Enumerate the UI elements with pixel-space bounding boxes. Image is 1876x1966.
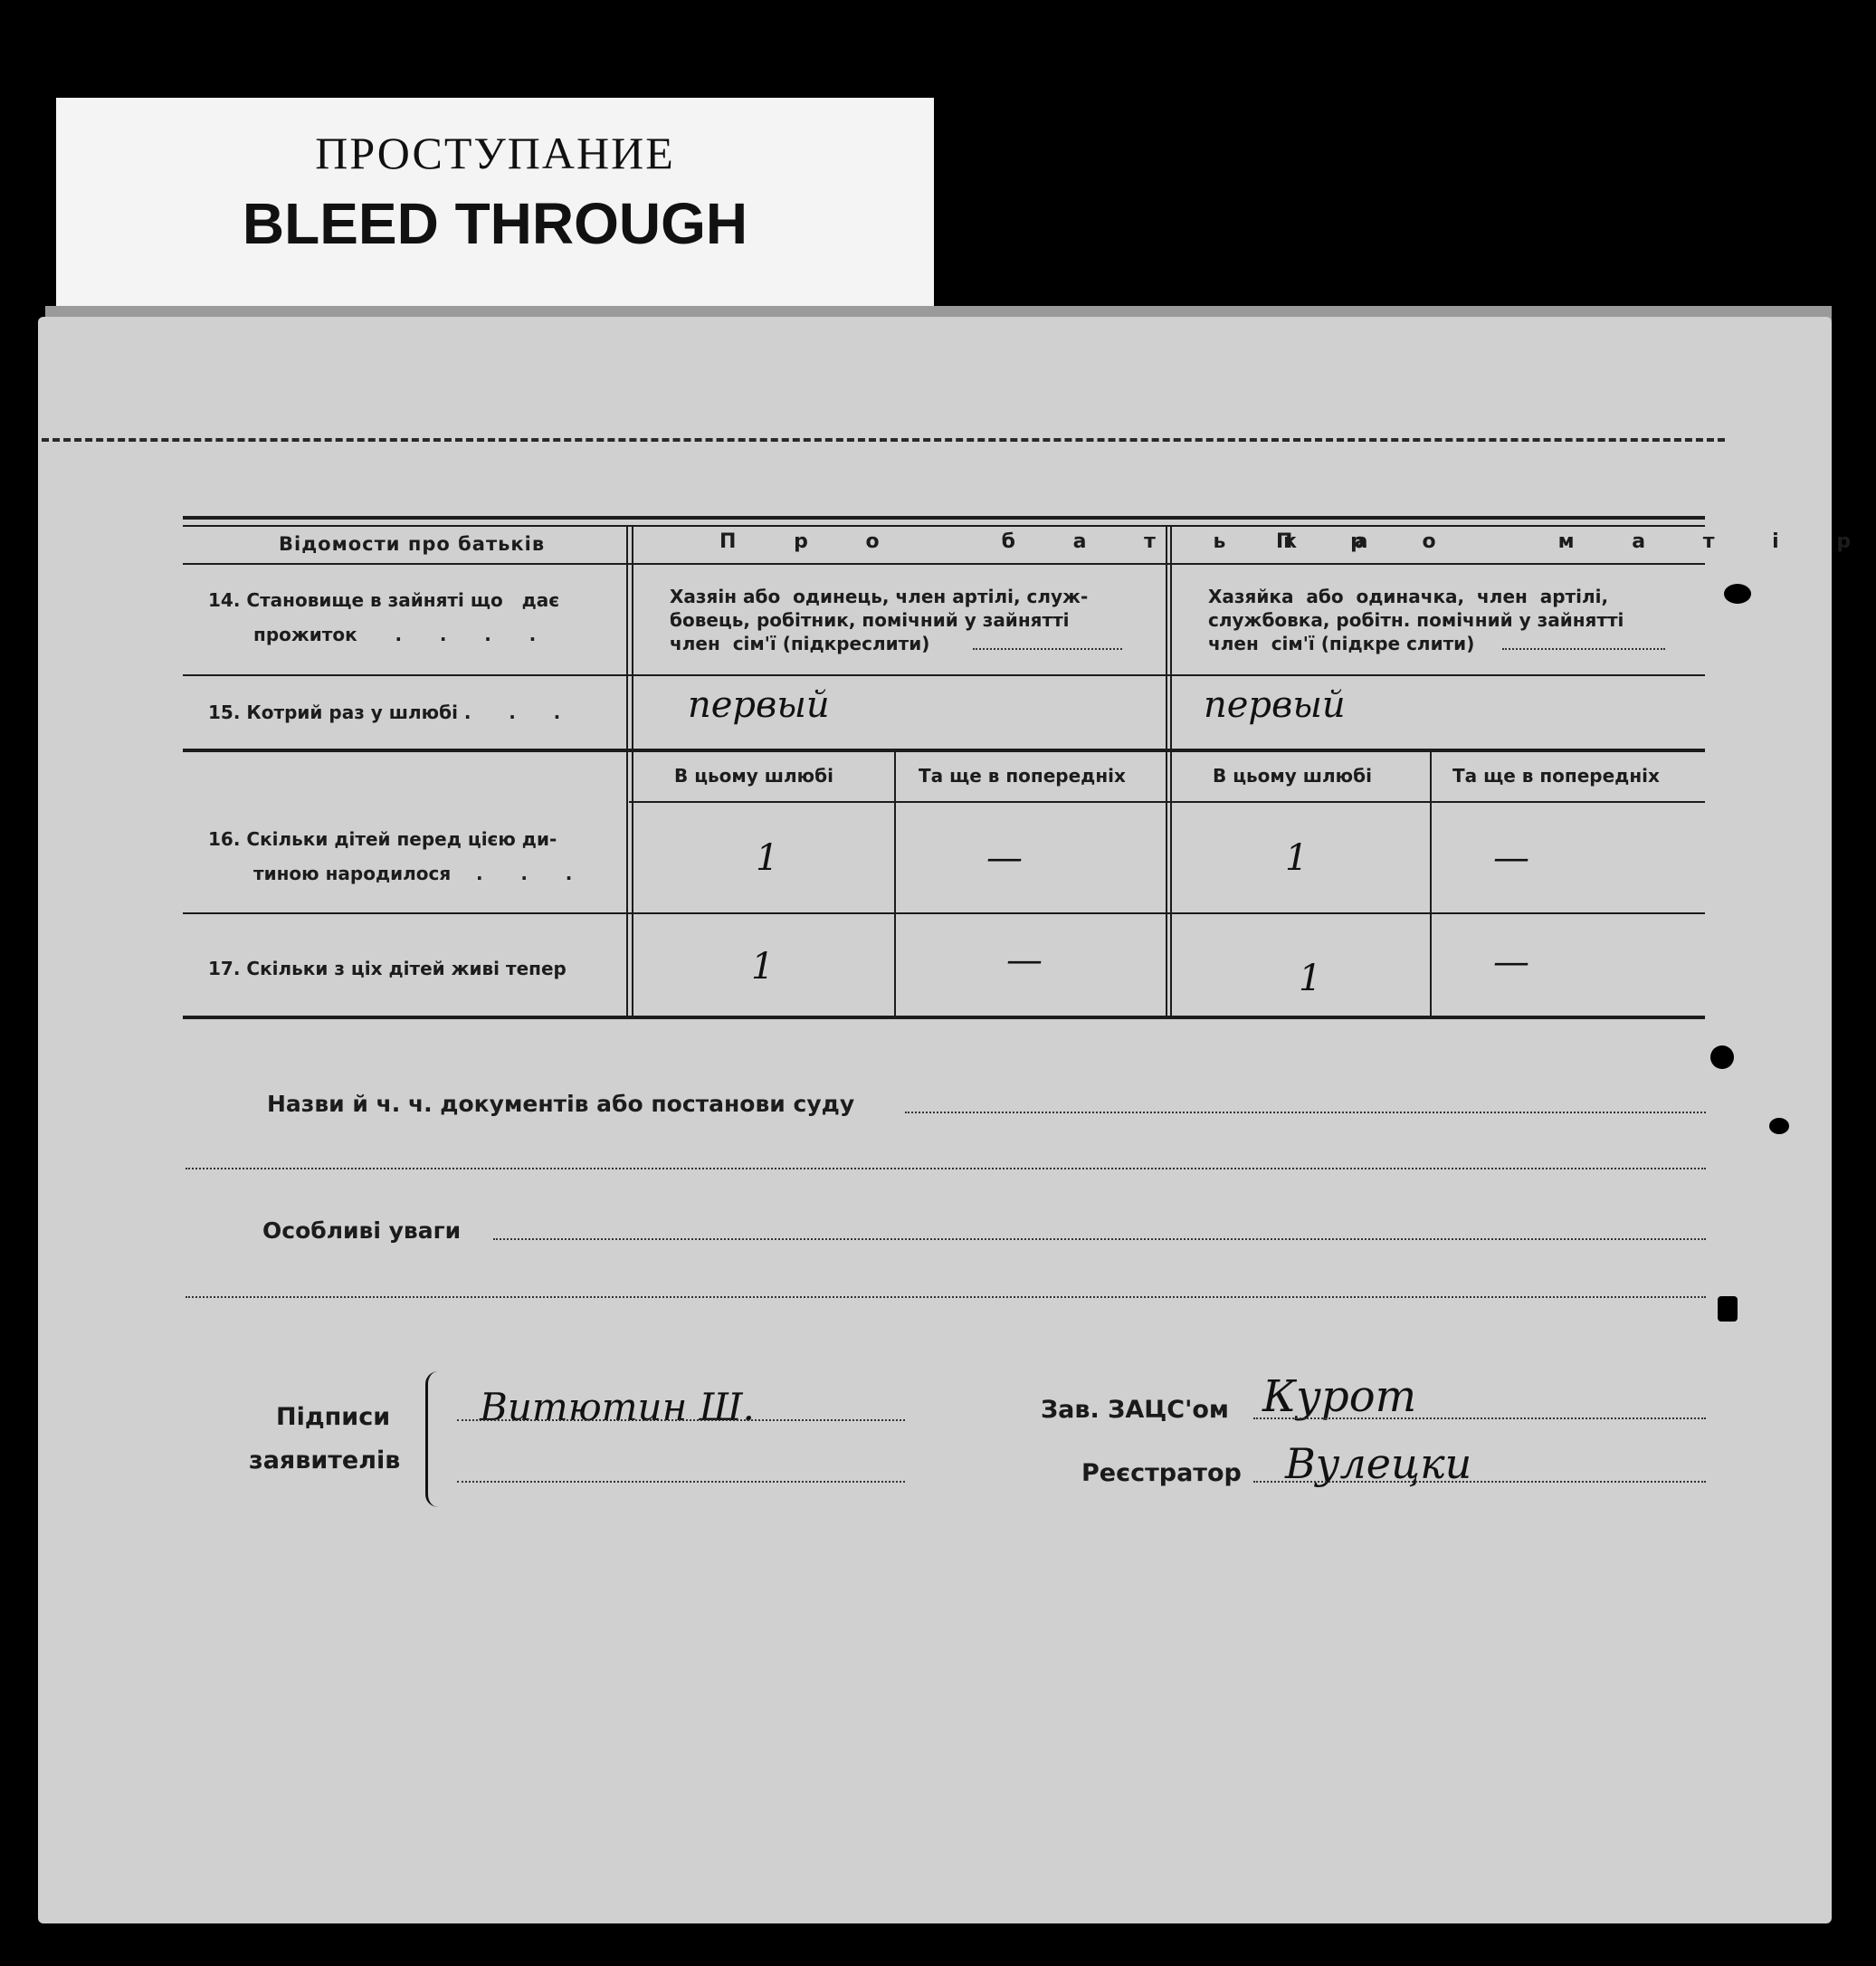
header-bottom-rule: [183, 563, 1705, 565]
applicant-signature: Витютин Ш.: [480, 1385, 755, 1429]
remarks-label: Особливі уваги: [262, 1217, 462, 1244]
table-top-rule-2: [183, 525, 1705, 527]
row16-mother-previous: —: [1493, 837, 1529, 879]
row17-father-this: 1: [751, 946, 775, 988]
documents-dotline-2: [186, 1168, 1706, 1169]
col-divider-1: [626, 525, 628, 1019]
subheader-this-marriage-mother: В цьому шлюбі: [1213, 765, 1372, 787]
head-sig-line: [1253, 1417, 1706, 1419]
head-label: Зав. ЗАЦС'ом: [1041, 1396, 1229, 1424]
col-divider-1b: [632, 525, 633, 1019]
row14-father-line3: член сім'ї (підкреслити): [670, 633, 930, 654]
row16-father-previous: —: [986, 837, 1023, 879]
applicant-sig-line-2: [457, 1481, 905, 1483]
row14-mother-dotline: [1502, 648, 1665, 650]
edge-tear: [1769, 1118, 1789, 1134]
row16-label-line2: тиною народилося . . .: [253, 863, 573, 884]
registrar-signature: Вулецки: [1285, 1439, 1472, 1488]
punch-hole: [1710, 1045, 1734, 1069]
applicants-label-line2: заявителів: [249, 1446, 401, 1474]
document-sheet: [38, 317, 1832, 1923]
edge-tear: [1724, 584, 1751, 604]
applicants-brace: [425, 1371, 446, 1507]
applicants-label-line1: Підписи: [276, 1403, 391, 1431]
remarks-dotline-1: [493, 1238, 1706, 1240]
header-about-mother: П р о м а т і р: [1276, 530, 1876, 553]
documents-dotline-1: [905, 1112, 1706, 1113]
label-russian: ПРОСТУПАНИЕ: [315, 128, 675, 178]
header-parents-info: Відомости про батьків: [279, 533, 546, 555]
row17-mother-previous: —: [1493, 941, 1529, 983]
row15-father-value: первый: [688, 684, 830, 726]
row14-mother-line2: службовка, робітн. помічний у зайнятті: [1208, 609, 1624, 631]
header-about-father: П р о б а т ь к а: [719, 530, 1394, 553]
head-signature: Курот: [1262, 1371, 1417, 1422]
row14-label-line1: 14. Становище в зайняті що дає: [208, 589, 560, 611]
table-bottom-rule: [183, 1016, 1705, 1019]
row14-label-line2: прожиток . . . .: [253, 624, 537, 645]
row15-bottom-rule: [183, 749, 1705, 752]
row15-mother-value: первый: [1204, 684, 1346, 726]
bleed-through-label-card: [56, 98, 934, 310]
applicant-sig-line-1: [457, 1419, 905, 1421]
punch-hole: [1718, 1296, 1738, 1322]
subheader-previous-father: Та ще в попередніх: [919, 765, 1126, 787]
row16-mother-this: 1: [1285, 837, 1309, 879]
row17-label: 17. Скільки з ціх дітей живі тепер: [208, 958, 567, 979]
registrar-label: Реєстратор: [1081, 1459, 1242, 1487]
registrar-sig-line: [1253, 1481, 1706, 1483]
row14-mother-line3: член сім'ї (підкре слити): [1208, 633, 1475, 654]
label-english: BLEED THROUGH: [242, 191, 748, 256]
row14-father-dotline: [973, 648, 1122, 650]
row14-bottom-rule: [183, 674, 1705, 676]
col-divider-mother-sub: [1430, 752, 1432, 1019]
perforation-line: [42, 438, 1725, 442]
row17-father-previous: —: [1006, 940, 1043, 981]
col-divider-2: [1166, 525, 1167, 1019]
row14-mother-line1: Хазяйка або одиначка, член артілі,: [1208, 586, 1609, 607]
documents-label: Назви й ч. ч. документів або постанови суду: [267, 1091, 855, 1117]
col-divider-2b: [1170, 525, 1172, 1019]
row14-father-line2: бовець, робітник, помічний у зайнятті: [670, 609, 1070, 631]
remarks-dotline-2: [186, 1296, 1706, 1298]
row17-mother-this: 1: [1299, 958, 1322, 999]
col-divider-father-sub: [894, 752, 896, 1019]
table-top-rule: [183, 516, 1705, 520]
subheader-previous-mother: Та ще в попередніх: [1452, 765, 1660, 787]
row16-bottom-rule: [183, 912, 1705, 914]
subheader-this-marriage-father: В цьому шлюбі: [674, 765, 833, 787]
row15-label: 15. Котрий раз у шлюбі . . .: [208, 701, 561, 723]
row16-label-line1: 16. Скільки дітей перед цією ди-: [208, 828, 557, 850]
row16-father-this: 1: [756, 837, 779, 879]
row14-father-line1: Хазяін або одинець, член артілі, служ-: [670, 586, 1089, 607]
